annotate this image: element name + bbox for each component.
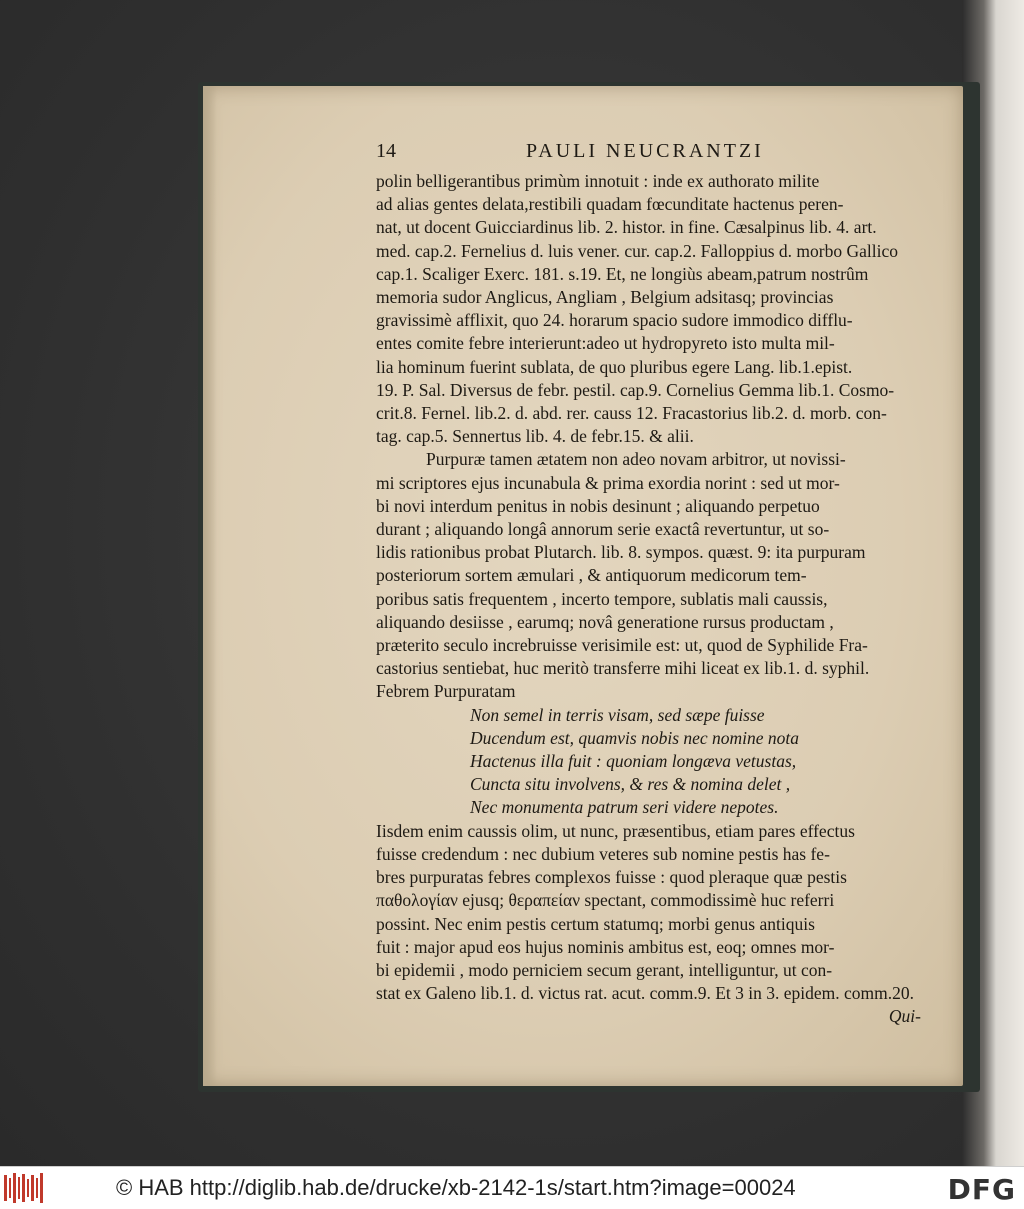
copyright-url[interactable]: © HAB http://diglib.hab.de/drucke/xb-2142-1s/start.htm?image=00024 [116,1175,796,1200]
text-line: lidis rationibus probat Plutarch. lib. 8. sympos. quæst. 9: ita purpuram [376,542,866,563]
footer-bar [0,1166,1024,1209]
verse-line: Ducendum est, quamvis nobis nec nomine nota [470,727,800,748]
text-line: memoria sudor Anglicus, Angliam , Belgium adsitasq; provincias [376,287,834,308]
text-line: tag. cap.5. Sennertus lib. 4. de febr.15. & alii. [376,426,694,447]
text-line: poribus satis frequentem , incerto tempore, sublatis mali caussis, [376,588,828,609]
text-line: posteriorum sortem æmulari , & antiquorum medicorum tem- [376,565,807,586]
text-line: cap.1. Scaliger Exerc. 181. s.19. Et, ne longiùs abeam,patrum nostrûm [376,263,869,284]
text-line: stat ex Galeno lib.1. d. victus rat. acut. comm.9. Et 3 in 3. epidem. comm.20. [376,983,915,1004]
text-line: nat, ut docent Guicciardinus lib. 2. histor. in fine. Cæsalpinus lib. 4. art. [376,217,877,238]
text-line: mi scriptores ejus incunabula & prima exordia norint : sed ut mor- [376,472,840,493]
barcode-icon [4,1173,46,1203]
text-line: possint. Nec enim pestis certum statumq; morbi genus antiquis [376,913,815,934]
text-line: lia hominum fuerint sublata, de quo pluribus egere Lang. lib.1.epist. [376,356,853,377]
paragraph-start-line: Purpuræ tamen ætatem non adeo novam arbitror, ut novissi- [426,449,846,470]
verse-line: Nec monumenta patrum seri videre nepotes. [470,797,779,818]
text-line: durant ; aliquando longâ annorum serie exactâ revertuntur, ut so- [376,519,830,540]
text-line: Iisdem enim caussis olim, ut nunc, præsentibus, etiam pares effectus [376,820,855,841]
text-line: præterito seculo increbruisse verisimile est: ut, quod de Syphilide Fra- [376,635,868,656]
page-text-block [376,140,921,1029]
text-line: med. cap.2. Fernelius d. luis vener. cur. cap.2. Falloppius d. morbo Gallico [376,240,898,261]
page-number: 14 [376,140,396,162]
text-line: ad alias gentes delata,restibili quadam fœcunditate hactenus peren- [376,194,844,215]
verse-line: Cuncta situ involvens, & res & nomina delet , [470,774,791,795]
running-head: PAULI NEUCRANTZI [526,140,764,162]
text-line: castorius sentiebat, huc meritò transferre mihi liceat ex lib.1. d. syphil. [376,658,870,679]
text-line: gravissimè afflixit, quo 24. horarum spacio sudore immodico difflu- [376,310,853,331]
text-line: bres purpuratas febres complexos fuisse : quod pleraque quæ pestis [376,867,847,888]
verse-line: Non semel in terris visam, sed sæpe fuisse [470,704,765,725]
text-line: fuisse credendum : nec dubium veteres sub nomine pestis has fe- [376,843,830,864]
page-header [376,140,921,170]
text-line: polin belligerantibus primùm innotuit : inde ex authorato milite [376,171,820,191]
text-line: bi epidemii , modo perniciem secum gerant, intelliguntur, ut con- [376,959,833,980]
verse-line: Hactenus illa fuit : quoniam longæva vetustas, [470,751,797,772]
text-line: entes comite febre interierunt:adeo ut hydropyreto isto multa mil- [376,333,835,354]
text-line: fuit : major apud eos hujus nominis ambitus est, eoq; omnes mor- [376,936,835,957]
text-line: Febrem Purpuratam [376,681,516,702]
dfg-logo: DFG [947,1173,1016,1206]
text-line: bi novi interdum penitus in nobis desinunt ; aliquando perpetuo [376,495,820,516]
catchword: Qui- [888,1006,921,1027]
text-line: 19. P. Sal. Diversus de febr. pestil. cap.9. Cornelius Gemma lib.1. Cosmo- [376,379,895,400]
text-line: παθολογίαν ejusq; θεραπείαν spectant, commodissimè huc referri [376,890,835,911]
text-line: crit.8. Fernel. lib.2. d. abd. rer. causs 12. Fracastorius lib.2. d. morb. con- [376,403,887,424]
text-line: aliquando desiisse , earumq; novâ generatione rursus productam , [376,611,834,632]
page-gutter-shadow [203,86,217,1086]
